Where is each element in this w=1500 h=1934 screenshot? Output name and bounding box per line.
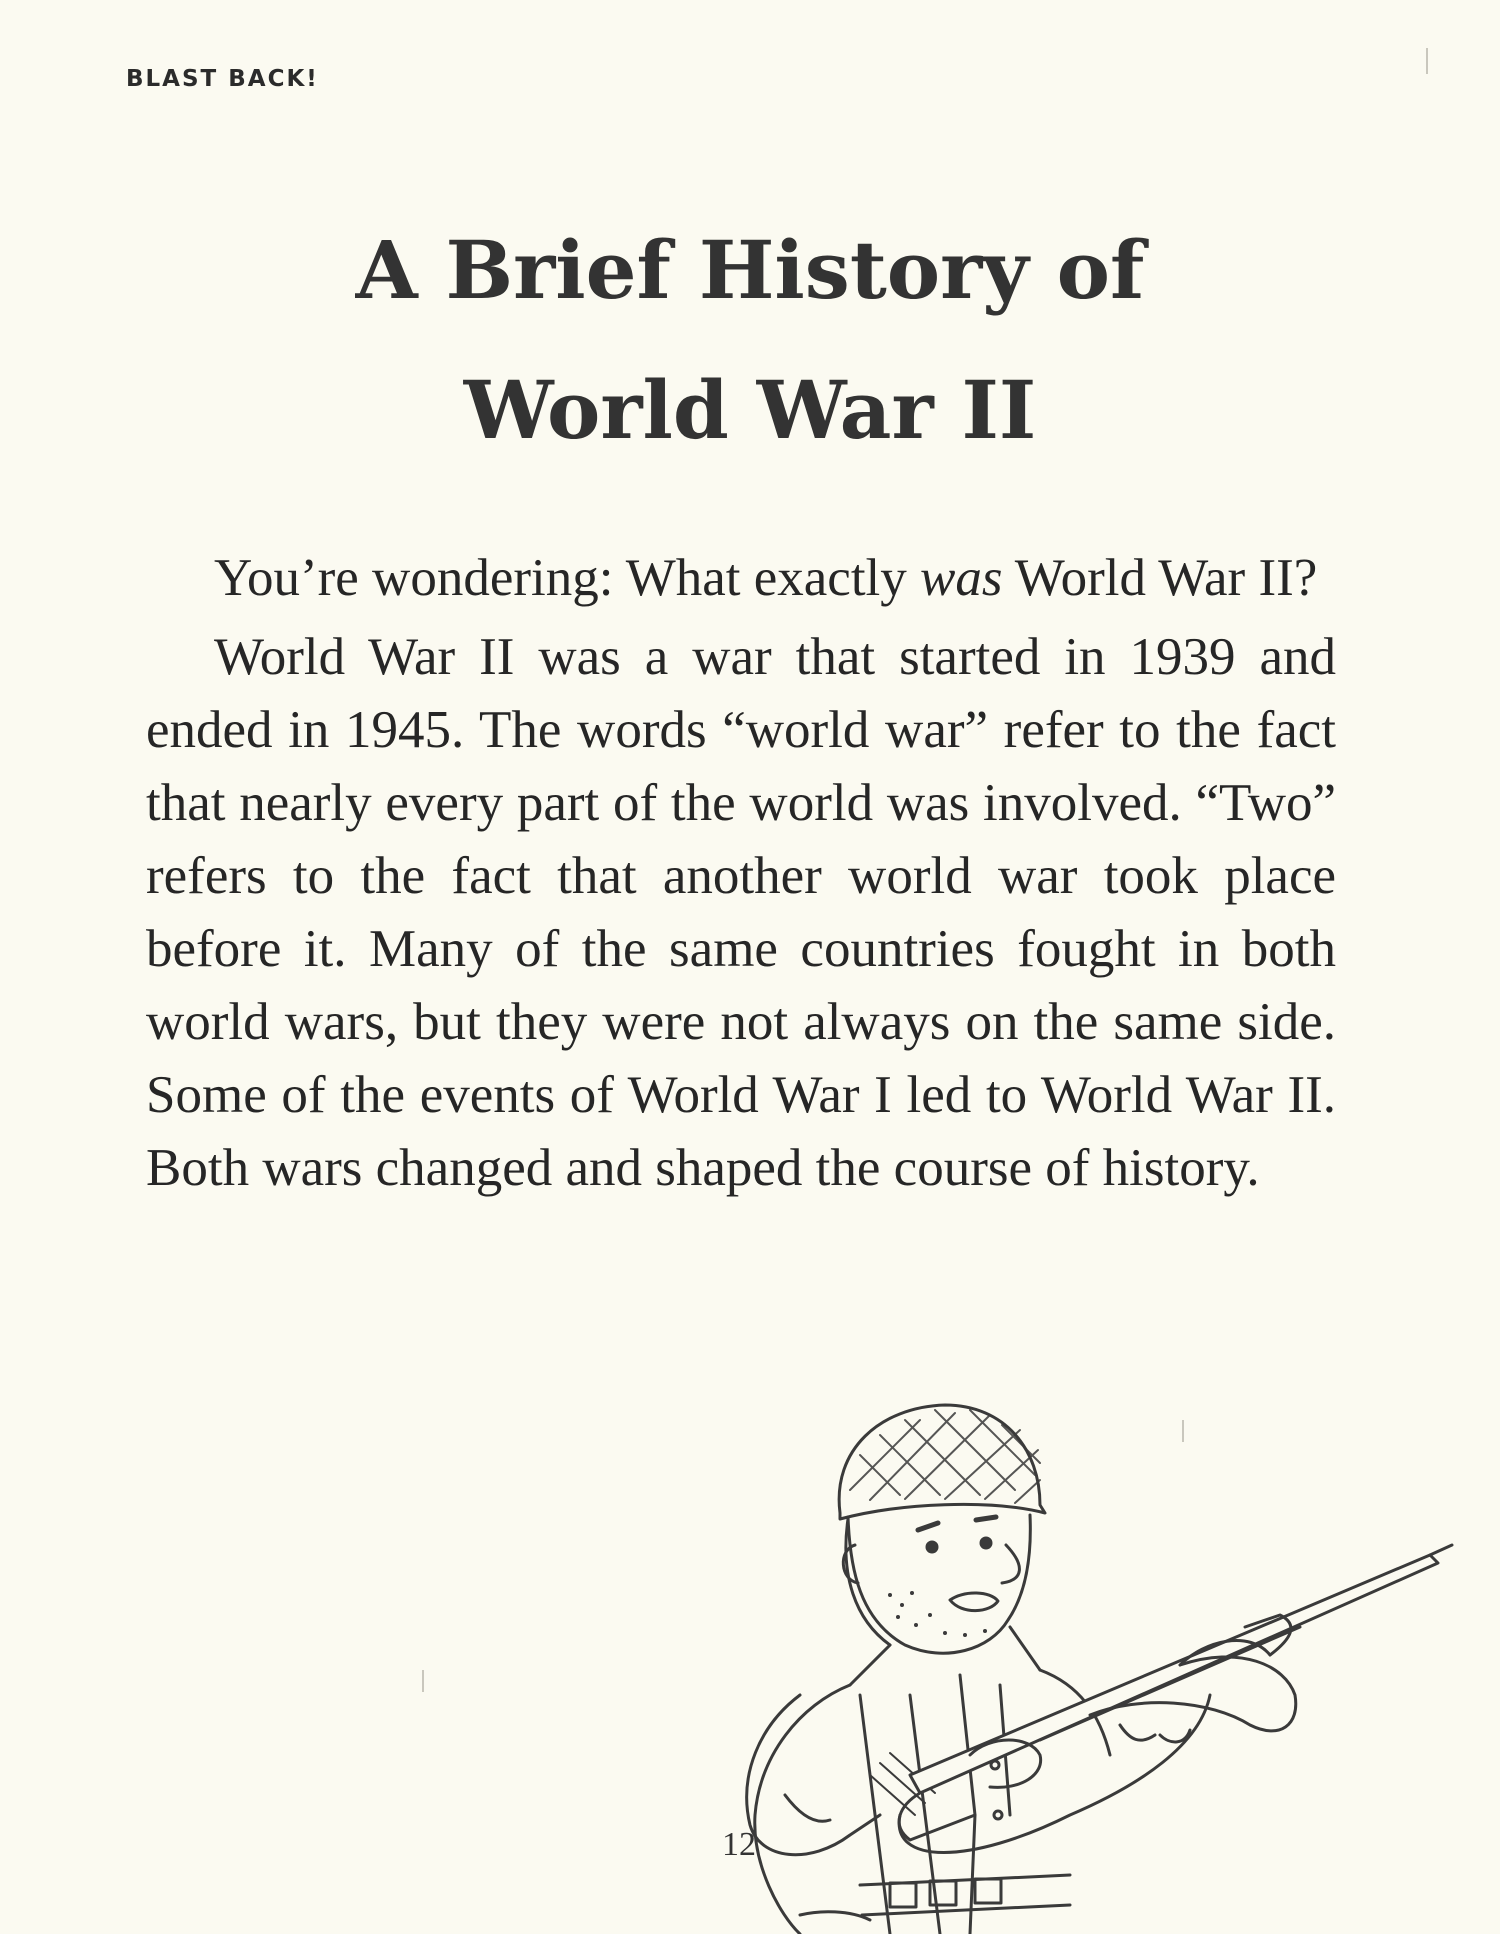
page-title — [0, 200, 1500, 480]
paragraph-1-emphasis: was — [920, 549, 1003, 607]
soldier-with-rifle-icon — [740, 1395, 1460, 1934]
title-line-2: World War II — [463, 363, 1037, 457]
page-number: 12 — [722, 1826, 756, 1863]
paragraph-2: World War II was a war that started in 1939 and ended in 1945. The words “world war” refer to the fact that nearly every part of the world was involved. “Two” refers to the fact that another world war took place before it. Many of the same countries fought in both world wars, but they were not always on the same side. Some of the events of World War I led to World War II. Both wars changed and shaped the course of history. — [146, 628, 1336, 1197]
paragraph-1 — [146, 542, 1336, 615]
scan-mark — [422, 1670, 424, 1692]
scan-mark — [1182, 1420, 1184, 1442]
title-line-1: A Brief History of — [355, 223, 1145, 317]
body-text — [146, 542, 1336, 1205]
scan-mark — [1426, 48, 1428, 74]
running-head: BLAST BACK! — [126, 66, 319, 92]
paragraph-1-start: You’re wondering: What exactly — [214, 549, 921, 607]
paragraph-1-end: World War II? — [1002, 549, 1318, 607]
